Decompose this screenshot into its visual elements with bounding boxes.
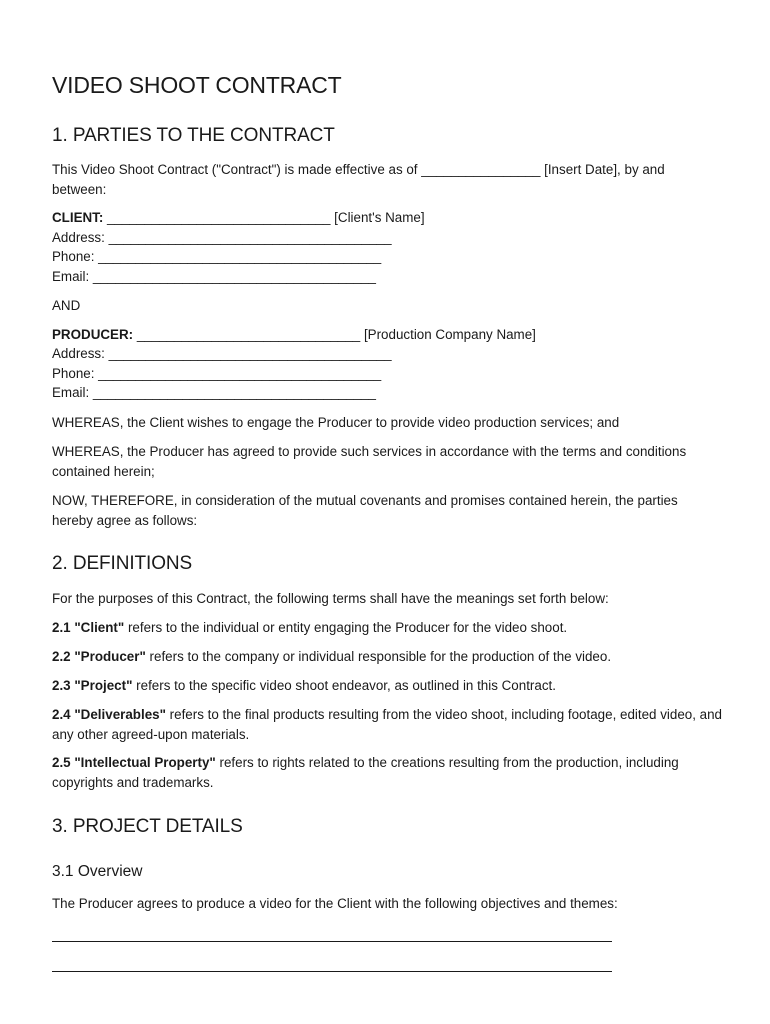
overview-paragraph: The Producer agrees to produce a video for the Client with the following objectives and themes: (52, 896, 618, 911)
definition-text: refers to the individual or entity engaging the Producer for the video shoot. (124, 620, 568, 635)
producer-name-field: ______________________________ [Production Company Name] (133, 327, 536, 342)
producer-phone-line: Phone: ______________________________________ (52, 366, 382, 381)
definition-text: refers to rights related to the creations resulting from the production, including copyrights and trademarks. (52, 755, 679, 790)
client-address-line: Address: ______________________________________ (52, 230, 392, 245)
definition-text: refers to the specific video shoot endeavor, as outlined in this Contract. (132, 678, 556, 693)
definition-term: 2.3 "Project" (52, 678, 133, 693)
client-label: CLIENT: (52, 210, 104, 225)
objectives-blank-line (52, 941, 612, 942)
definition-text: refers to the company or individual responsible for the production of the video. (145, 649, 612, 664)
client-name-field: ______________________________ [Client's Name] (103, 210, 425, 225)
objectives-blank-line (52, 971, 612, 972)
section-3-heading: 3. PROJECT DETAILS (52, 816, 243, 837)
definition-item (52, 705, 722, 744)
definition-item (52, 753, 722, 792)
definition-term: 2.1 "Client" (52, 620, 125, 635)
section-1-heading: 1. PARTIES TO THE CONTRACT (52, 125, 335, 146)
client-phone-line: Phone: ______________________________________ (52, 249, 382, 264)
definition-term: 2.5 "Intellectual Property" (52, 755, 216, 770)
document-title: VIDEO SHOOT CONTRACT (52, 72, 342, 98)
whereas-clause-1: WHEREAS, the Client wishes to engage the Producer to provide video production services; and (52, 415, 620, 430)
producer-label: PRODUCER: (52, 327, 134, 342)
definitions-intro: For the purposes of this Contract, the following terms shall have the meanings set forth below: (52, 591, 609, 606)
and-separator: AND (52, 298, 81, 313)
contract-intro-paragraph: This Video Shoot Contract ("Contract") is made effective as of ________________ [Insert Date], by and between: (52, 162, 665, 197)
overview-subheading: 3.1 Overview (52, 863, 143, 880)
producer-email-line: Email: ______________________________________ (52, 385, 376, 400)
whereas-clause-2: WHEREAS, the Producer has agreed to provide such services in accordance with the terms and conditions contained herein; (52, 444, 687, 479)
definition-item (52, 647, 722, 667)
client-email-line: Email: ______________________________________ (52, 269, 376, 284)
client-name-line (52, 208, 722, 228)
now-therefore-clause: NOW, THEREFORE, in consideration of the mutual covenants and promises contained herein, the parties hereby agree as follows: (52, 493, 678, 528)
section-2-heading: 2. DEFINITIONS (52, 553, 193, 574)
definition-text: refers to the final products resulting from the video shoot, including footage, edited video, and any other agreed-upon materials. (52, 707, 723, 742)
producer-address-line: Address: ______________________________________ (52, 346, 392, 361)
definition-item (52, 676, 722, 696)
definition-item (52, 618, 722, 638)
definition-term: 2.4 "Deliverables" (52, 707, 166, 722)
producer-name-line (52, 325, 722, 345)
definition-term: 2.2 "Producer" (52, 649, 146, 664)
